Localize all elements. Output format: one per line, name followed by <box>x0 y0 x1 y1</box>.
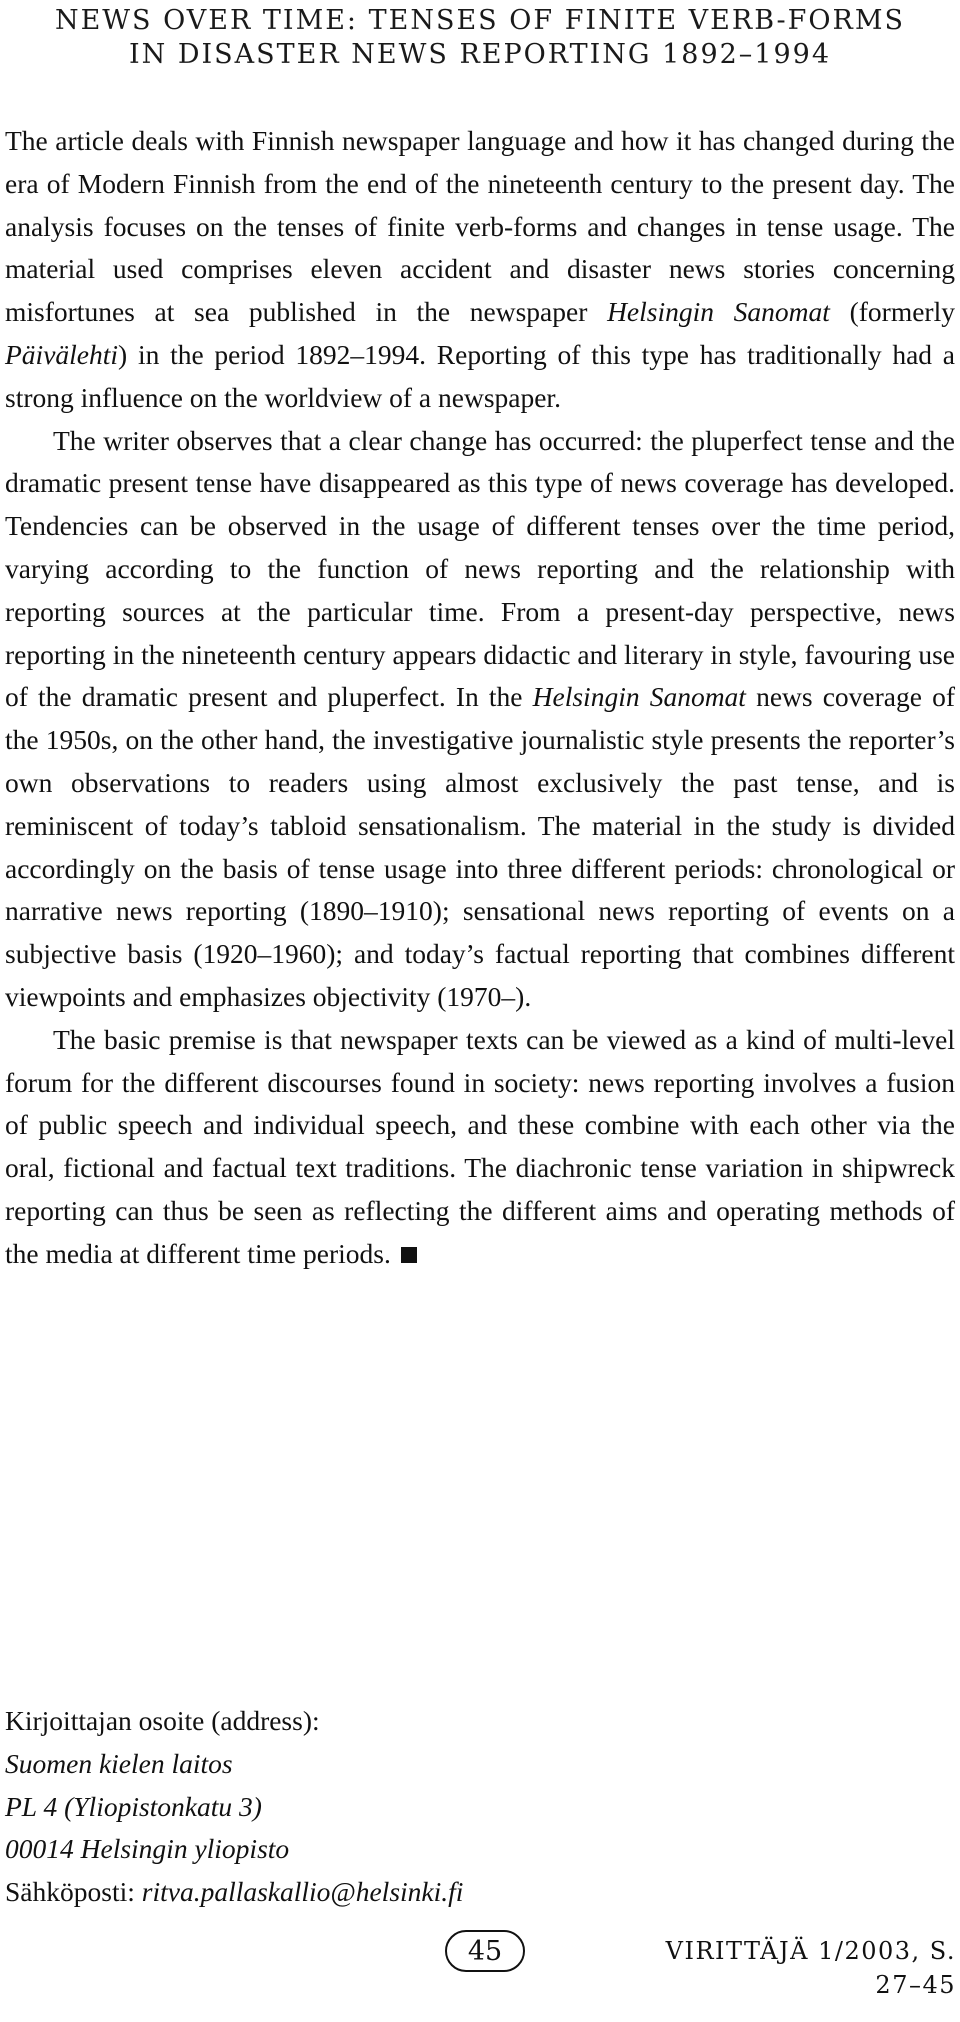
newspaper-name-italic: Helsingin Sanomat <box>607 296 830 328</box>
paragraph-1-text-b: (formerly <box>829 296 955 328</box>
page-footer <box>0 1930 960 1999</box>
article-title <box>0 4 960 72</box>
article-body <box>5 120 955 1276</box>
end-of-article-square-icon <box>401 1247 417 1263</box>
address-label: Kirjoittajan osoite (address): <box>5 1705 320 1736</box>
email-label: Sähköposti: <box>5 1876 142 1908</box>
paragraph-3-text: The basic premise is that newspaper texts can be viewed as a kind of multi-level forum for the different discourses found in society: news reporting involves a fusion of public speech and individual speech, and these combine with each other via the oral, fictional and factual text traditions. The diachronic tense variation in shipwreck reporting can thus be seen as reflecting the different aims and operating methods of the media at different time periods. <box>5 1023 955 1269</box>
paragraph-2-text-b: news coverage of the 1950s, on the other hand, the investigative journalistic style presents the reporter’s own observations to readers using almost exclusively the past tense, and is reminiscent of today’s tabloid sensationalism. The material in the study is divided accordingly on the basis of tense usage into three different periods: chronological or narrative news reporting (1890–1910); sensational news reporting of events on a subjective basis (1920–1960); and today’s factual reporting that combines different viewpoints and emphasizes objectivity (1970–). <box>5 681 955 1012</box>
paragraph-1-text-c: ) in the period 1892–1994. Reporting of this type has traditionally had a strong influence on the worldview of a newspaper. <box>5 338 955 413</box>
journal-citation: VIRITTÄJÄ 1/2003, S. 27–45 <box>665 1937 956 1999</box>
address-department: Suomen kielen laitos <box>5 1747 233 1779</box>
former-newspaper-name-italic: Päivälehti <box>5 338 119 370</box>
author-address <box>5 1700 705 1914</box>
page-number: 45 <box>445 1930 525 1972</box>
address-postal: 00014 Helsingin yliopisto <box>5 1833 290 1865</box>
newspaper-name-italic-2: Helsingin Sanomat <box>532 681 746 713</box>
paragraph-1 <box>5 120 955 420</box>
title-line-1: NEWS OVER TIME: TENSES OF FINITE VERB-FORMS <box>54 5 906 36</box>
title-line-2: IN DISASTER NEWS REPORTING 1892–1994 <box>128 39 832 70</box>
paragraph-2-text-a: The writer observes that a clear change has occurred: the pluperfect tense and the dramatic present tense have disappeared as this type of news coverage has developed. Tendencies can be observed in the usage of different tenses over the time period, varying according to the function of news reporting and the relationship with reporting sources at the particular time. From a present-day perspective, news reporting in the nineteenth century appears didactic and literary in style, favouring use of the dramatic present and pluperfect. In the <box>5 424 955 713</box>
address-po-box: PL 4 (Yliopistonkatu 3) <box>5 1790 262 1822</box>
paragraph-2 <box>5 420 955 1019</box>
address-email-line <box>5 1871 705 1914</box>
paragraph-3 <box>5 1019 955 1276</box>
paragraph-1-text-a: The article deals with Finnish newspaper language and how it has changed during the era of Modern Finnish from the end of the nineteenth century to the present day. The analysis focuses on the tenses of finite verb-forms and changes in tense usage. The material used comprises eleven accident and disaster news stories concerning misfortunes at sea published in the newspaper <box>5 125 955 328</box>
email-link[interactable]: ritva.pallaskallio@helsinki.fi <box>141 1876 464 1908</box>
